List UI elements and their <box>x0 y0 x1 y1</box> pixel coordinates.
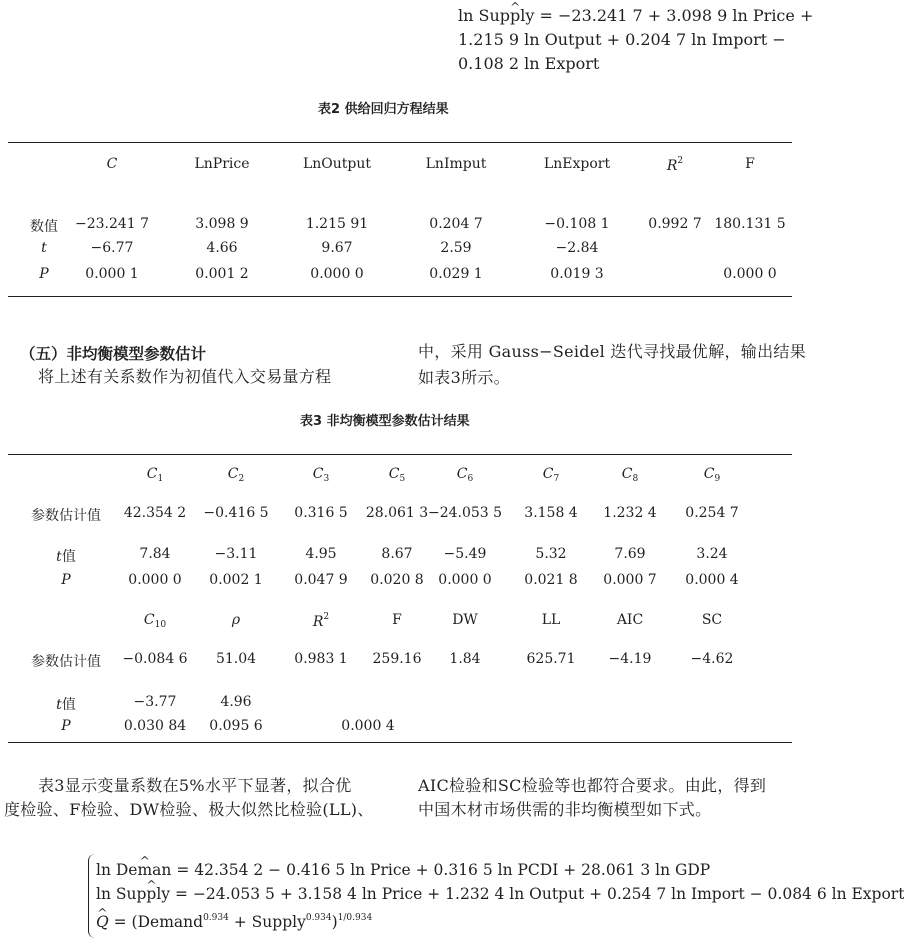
table3-row-label: P <box>61 572 71 588</box>
table3-header: $R^2$ <box>312 612 330 630</box>
table3-cell: 42.354 2 <box>123 505 187 521</box>
table3-cell: 0.021 8 <box>524 572 578 588</box>
table2-cell: 0.000 0 <box>310 266 364 282</box>
top-equation <box>458 4 813 76</box>
table3-bottom-rule <box>8 742 792 743</box>
table3-header: $C_5$ <box>388 466 406 484</box>
table2-cell: 0.019 3 <box>550 266 604 282</box>
table2-header: F <box>745 156 755 172</box>
table3-cell: 4.96 <box>220 694 252 710</box>
table3-cell: 8.67 <box>381 546 413 562</box>
table3-header: F <box>392 612 402 628</box>
system-equations <box>96 858 904 934</box>
table3-cell: 51.04 <box>215 651 257 667</box>
table2-cell: 9.67 <box>321 240 353 256</box>
table3-row-label: 参数估计值 <box>31 654 101 670</box>
table3-cell: −0.084 6 <box>122 651 188 667</box>
table3-cell: −0.416 5 <box>203 505 269 521</box>
system-eq1: ln De^ man = 42.354 2 − 0.416 5 ln Price + 0.316 5 ln PCDI + 28.061 3 ln GDP <box>96 858 904 882</box>
system-brace <box>88 854 95 938</box>
table3-cell: 0.254 7 <box>685 505 739 521</box>
table2-header: LnImput <box>425 156 487 172</box>
table2-cell: 0.029 1 <box>429 266 483 282</box>
table2-cell: 0.000 1 <box>85 266 139 282</box>
table3-header: DW <box>452 612 478 628</box>
table3-cell: 259.16 <box>372 651 422 667</box>
system-eq3: ^ Q = (Demand$^{0.934}$ + Supply$^{0.934}$)$^{1/0.934}$ <box>96 906 904 934</box>
table3-header: $C_1$ <box>146 466 164 484</box>
table2-header: $R^2$ <box>666 156 684 174</box>
table3-cell: −5.49 <box>443 546 487 562</box>
table3-cell: 28.061 3 <box>365 505 429 521</box>
table3-header: SC <box>701 612 723 628</box>
table2-row-label: P <box>39 266 49 282</box>
top-equation-line1: ln Sup^ ply = −23.241 7 + 3.098 9 ln Price + <box>458 4 813 28</box>
table2-cell: 180.131 5 <box>714 216 786 232</box>
table2-cell: 0.001 2 <box>195 266 249 282</box>
table2-header: LnOutput <box>302 156 372 172</box>
table2-cell: −2.84 <box>555 240 599 256</box>
table3-cell: 3.24 <box>696 546 728 562</box>
table3-cell: 1.84 <box>449 651 481 667</box>
table3-row-label: 参数估计值 <box>31 508 101 524</box>
table2-cell: 0.992 7 <box>648 216 702 232</box>
table2-row-label: 数值 <box>30 219 58 235</box>
table3-cell: 4.95 <box>305 546 337 562</box>
table3-cell: 0.316 5 <box>294 505 348 521</box>
paragraph-left2: 度检验、F检验、DW检验、极大似然比检验(LL)、 <box>4 800 374 819</box>
supply2-hat: ^ p <box>146 882 156 906</box>
table3-cell: −3.11 <box>214 546 258 562</box>
table3-cell: 7.69 <box>614 546 646 562</box>
table2-cell: −23.241 7 <box>74 216 150 232</box>
table2-header: C <box>106 156 118 172</box>
table3-cell: 1.232 4 <box>603 505 657 521</box>
q-hat: ^ Q <box>96 910 109 934</box>
table3-header: LL <box>541 612 561 628</box>
table3-caption: 表3 非均衡模型参数估计结果 <box>300 414 470 429</box>
table2-cell: 0.000 0 <box>723 266 777 282</box>
deman-hat: ^ m <box>137 858 152 882</box>
section5-right-line1: 中，采用 Gauss−Seidel 迭代寻找最优解，输出结果 <box>418 342 807 361</box>
system-eq2: ln Sup^ ply = −24.053 5 + 3.158 4 ln Price + 1.232 4 ln Output + 0.254 7 ln Import − 0.084 6 ln Export <box>96 882 904 906</box>
table2-bottom-rule <box>8 296 792 297</box>
paragraph-left1: 表3显示变量系数在5%水平下显著，拟合优 <box>38 776 352 795</box>
table3-header: $C_6$ <box>456 466 474 484</box>
top-equation-line2: 1.215 9 ln Output + 0.204 7 ln Import − <box>458 30 786 49</box>
paragraph-right1: AIC检验和SC检验等也都符合要求。由此，得到 <box>418 776 767 795</box>
table3-cell: 625.71 <box>526 651 576 667</box>
table3-cell: 0.000 4 <box>685 572 739 588</box>
table3-row-label: t值 <box>56 697 76 713</box>
table3-cell: 3.158 4 <box>524 505 578 521</box>
table3-cell: 0.047 9 <box>294 572 348 588</box>
table3-header: $C_9$ <box>703 466 721 484</box>
table3-cell: 0.983 1 <box>294 651 348 667</box>
table3-header: $C_{10}$ <box>143 612 167 630</box>
table3-cell: 0.000 7 <box>603 572 657 588</box>
table2-cell: 1.215 91 <box>305 216 369 232</box>
section5-heading: （五）非均衡模型参数估计 <box>20 345 207 363</box>
table2-cell: 3.098 9 <box>195 216 249 232</box>
table3-cell: 0.000 4 <box>341 718 395 734</box>
table3-cell: 0.002 1 <box>209 572 263 588</box>
table3-header: $C_7$ <box>542 466 560 484</box>
table2-header: LnPrice <box>194 156 250 172</box>
table3-header: $C_3$ <box>312 466 330 484</box>
section5-right-line2: 如表3所示。 <box>418 368 510 387</box>
table2-row-label: t <box>41 240 47 256</box>
table2-cell: −6.77 <box>90 240 134 256</box>
table2-cell: 4.66 <box>206 240 238 256</box>
table2-cell: 0.204 7 <box>429 216 483 232</box>
table3-header: $C_8$ <box>621 466 639 484</box>
table3-header: $C_2$ <box>227 466 245 484</box>
table3-cell: 5.32 <box>535 546 567 562</box>
table2-cell: 2.59 <box>440 240 472 256</box>
paragraph-right2: 中国木材市场供需的非均衡模型如下式。 <box>418 800 712 819</box>
table3-cell: −4.62 <box>690 651 734 667</box>
section5-left-line: 将上述有关系数作为初值代入交易量方程 <box>38 367 332 386</box>
table3-header: ρ <box>231 612 241 628</box>
table3-row-label: t值 <box>56 549 76 565</box>
table3-cell: 7.84 <box>139 546 171 562</box>
table2-header: LnExport <box>543 156 611 172</box>
table3-cell: 0.020 8 <box>370 572 424 588</box>
table3-row-label: P <box>61 718 71 734</box>
table2-top-rule <box>8 142 792 143</box>
table3-cell: 0.030 84 <box>123 718 187 734</box>
table3-cell: 0.000 0 <box>128 572 182 588</box>
table3-cell: −24.053 5 <box>427 505 503 521</box>
table3-cell: −3.77 <box>133 694 177 710</box>
table3-cell: −4.19 <box>608 651 652 667</box>
table3-cell: 0.000 0 <box>438 572 492 588</box>
table2-cell: −0.108 1 <box>544 216 610 232</box>
table3-cell: 0.095 6 <box>209 718 263 734</box>
table3-header: AIC <box>616 612 644 628</box>
table3-top-rule <box>8 454 792 455</box>
top-equation-line3: 0.108 2 ln Export <box>458 54 600 73</box>
table2-caption: 表2 供给回归方程结果 <box>318 102 449 117</box>
supply-hat: ^ p <box>510 4 520 28</box>
